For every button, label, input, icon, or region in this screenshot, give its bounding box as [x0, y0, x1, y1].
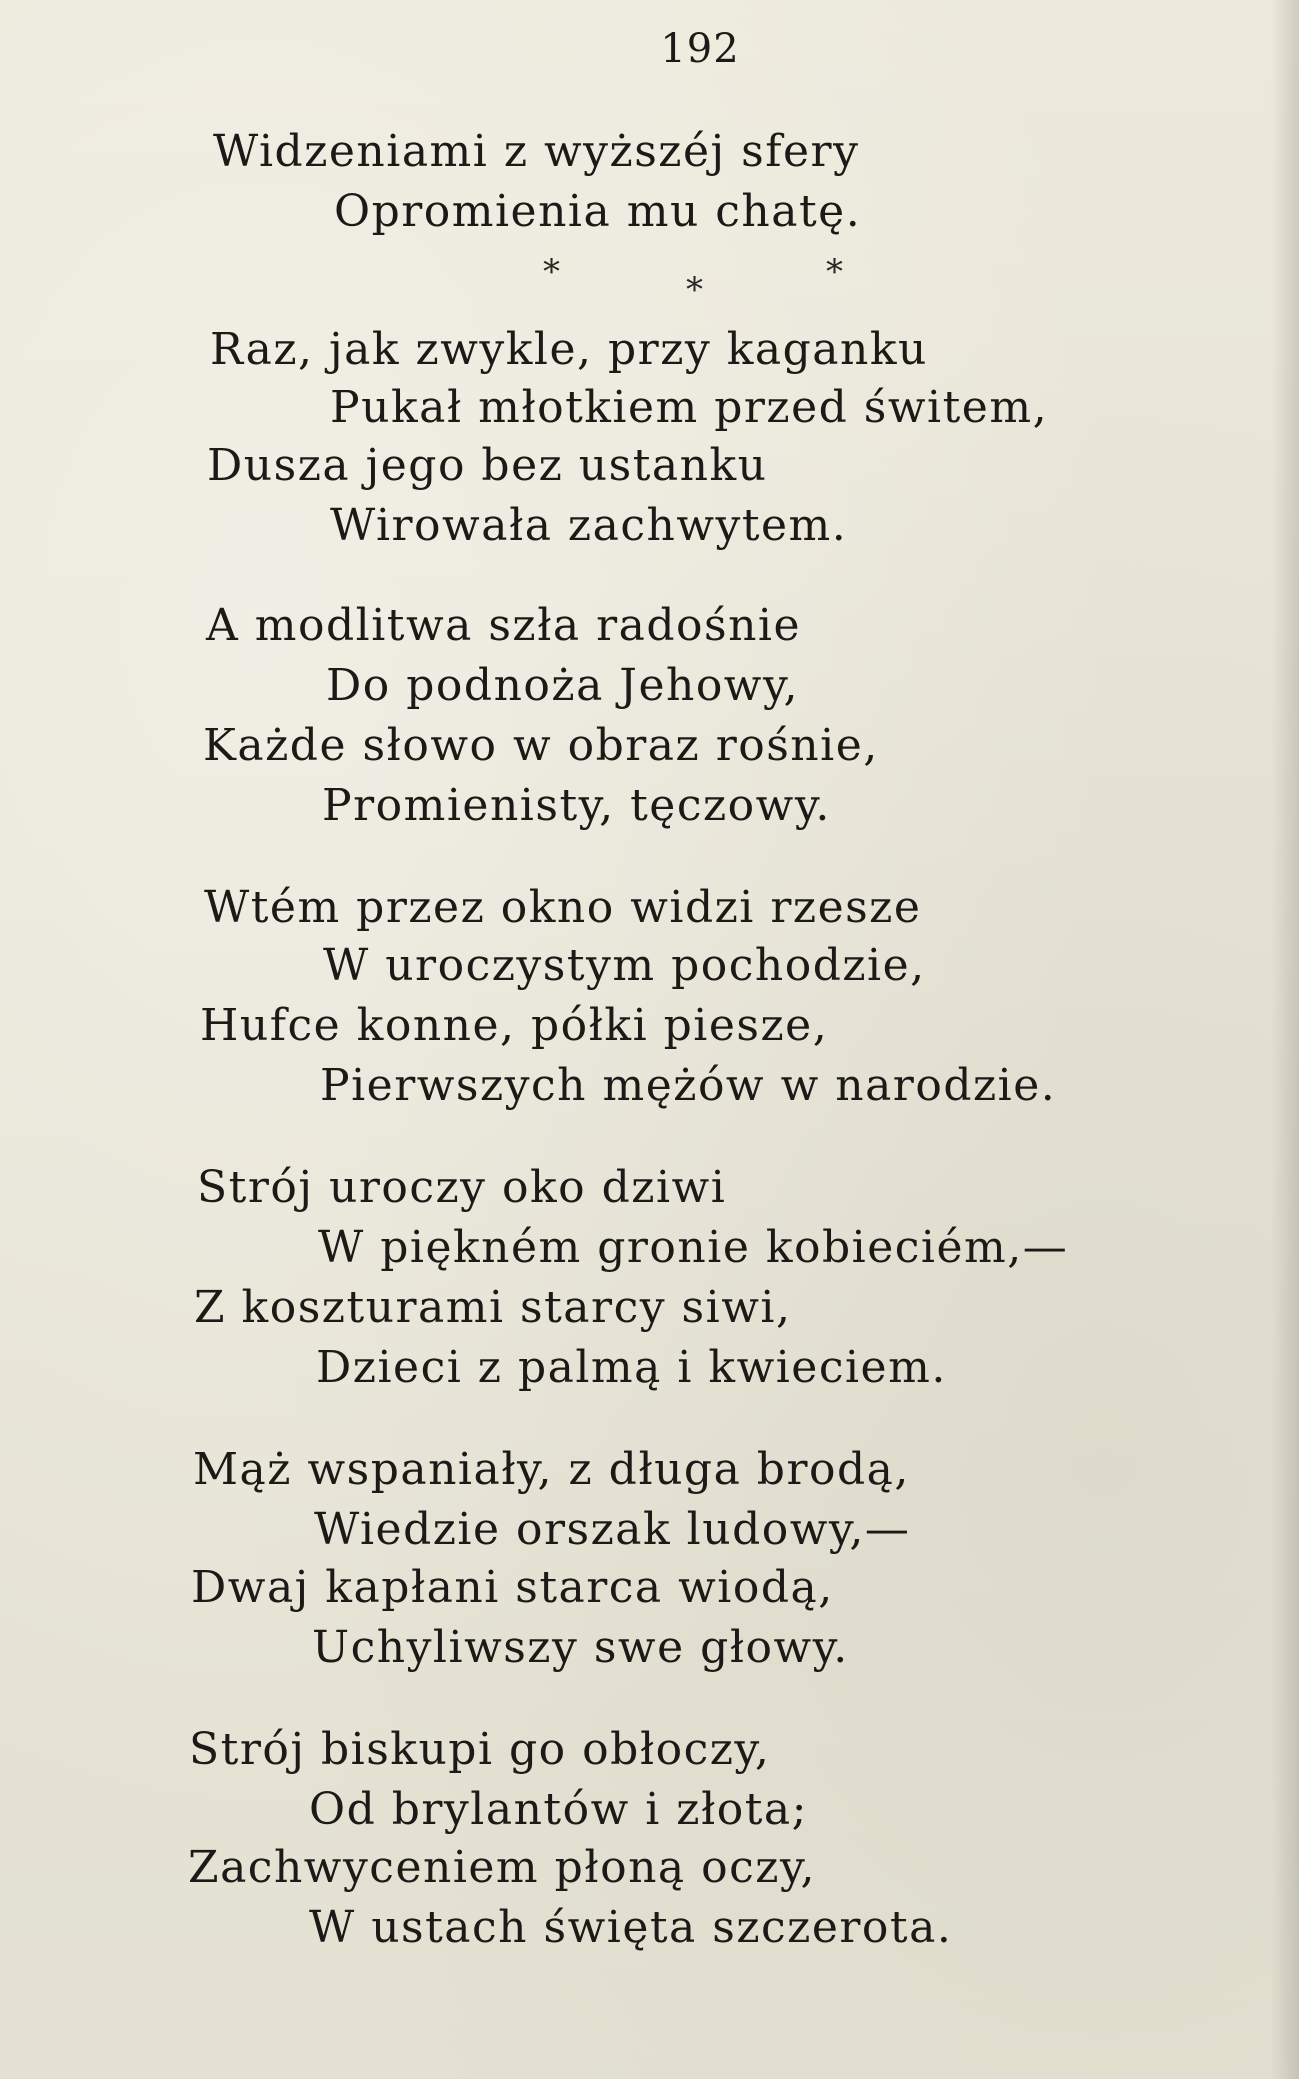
poem-line: Strój biskupi go obłoczy, [189, 1724, 771, 1775]
poem-line: W ustach święta szczerota. [309, 1902, 953, 1953]
poem-line: Wiedzie orszak ludowy,— [314, 1504, 911, 1555]
poem-line: Do podnoża Jehowy, [326, 660, 799, 711]
asterism-star: * [543, 252, 560, 292]
poem-line: Pierwszych mężów w narodzie. [320, 1060, 1057, 1111]
poem-line: W piękném gronie kobieciém,— [318, 1222, 1069, 1273]
poem-line: Raz, jak zwykle, przy kaganku [210, 324, 928, 375]
poem-line: Widzeniami z wyższéj sfery [213, 126, 860, 177]
poem-line: Wtém przez okno widzi rzesze [204, 882, 922, 933]
poem-line: Opromienia mu chatę. [334, 186, 862, 237]
poem-line: Promienisty, tęczowy. [322, 780, 831, 831]
poem-line: Pukał młotkiem przed świtem, [330, 382, 1049, 433]
poem-line: Zachwyceniem płoną oczy, [188, 1842, 816, 1893]
poem-line: Hufce konne, półki piesze, [200, 1000, 829, 1051]
poem-line: A modlitwa szła radośnie [206, 600, 802, 651]
poem-line: Od brylantów i złota; [309, 1784, 808, 1835]
asterism-star: * [686, 270, 703, 310]
asterism-star: * [826, 252, 843, 292]
poem-line: W uroczystym pochodzie, [323, 940, 926, 991]
poem-line: Strój uroczy oko dziwi [197, 1162, 727, 1213]
poem-line: Dwaj kapłani starca wiodą, [191, 1562, 834, 1613]
poem-line: Każde słowo w obraz rośnie, [203, 720, 879, 771]
poem-line: Z koszturami starcy siwi, [194, 1282, 792, 1333]
poem-line: Wirowała zachwytem. [330, 500, 848, 551]
page-number: 192 [660, 26, 740, 72]
poem-line: Uchyliwszy swe głowy. [312, 1622, 849, 1673]
poem-line: Dusza jego bez ustanku [207, 440, 768, 491]
poem-line: Dzieci z palmą i kwieciem. [316, 1342, 947, 1393]
poem-line: Mąż wspaniały, z długa brodą, [193, 1444, 910, 1495]
